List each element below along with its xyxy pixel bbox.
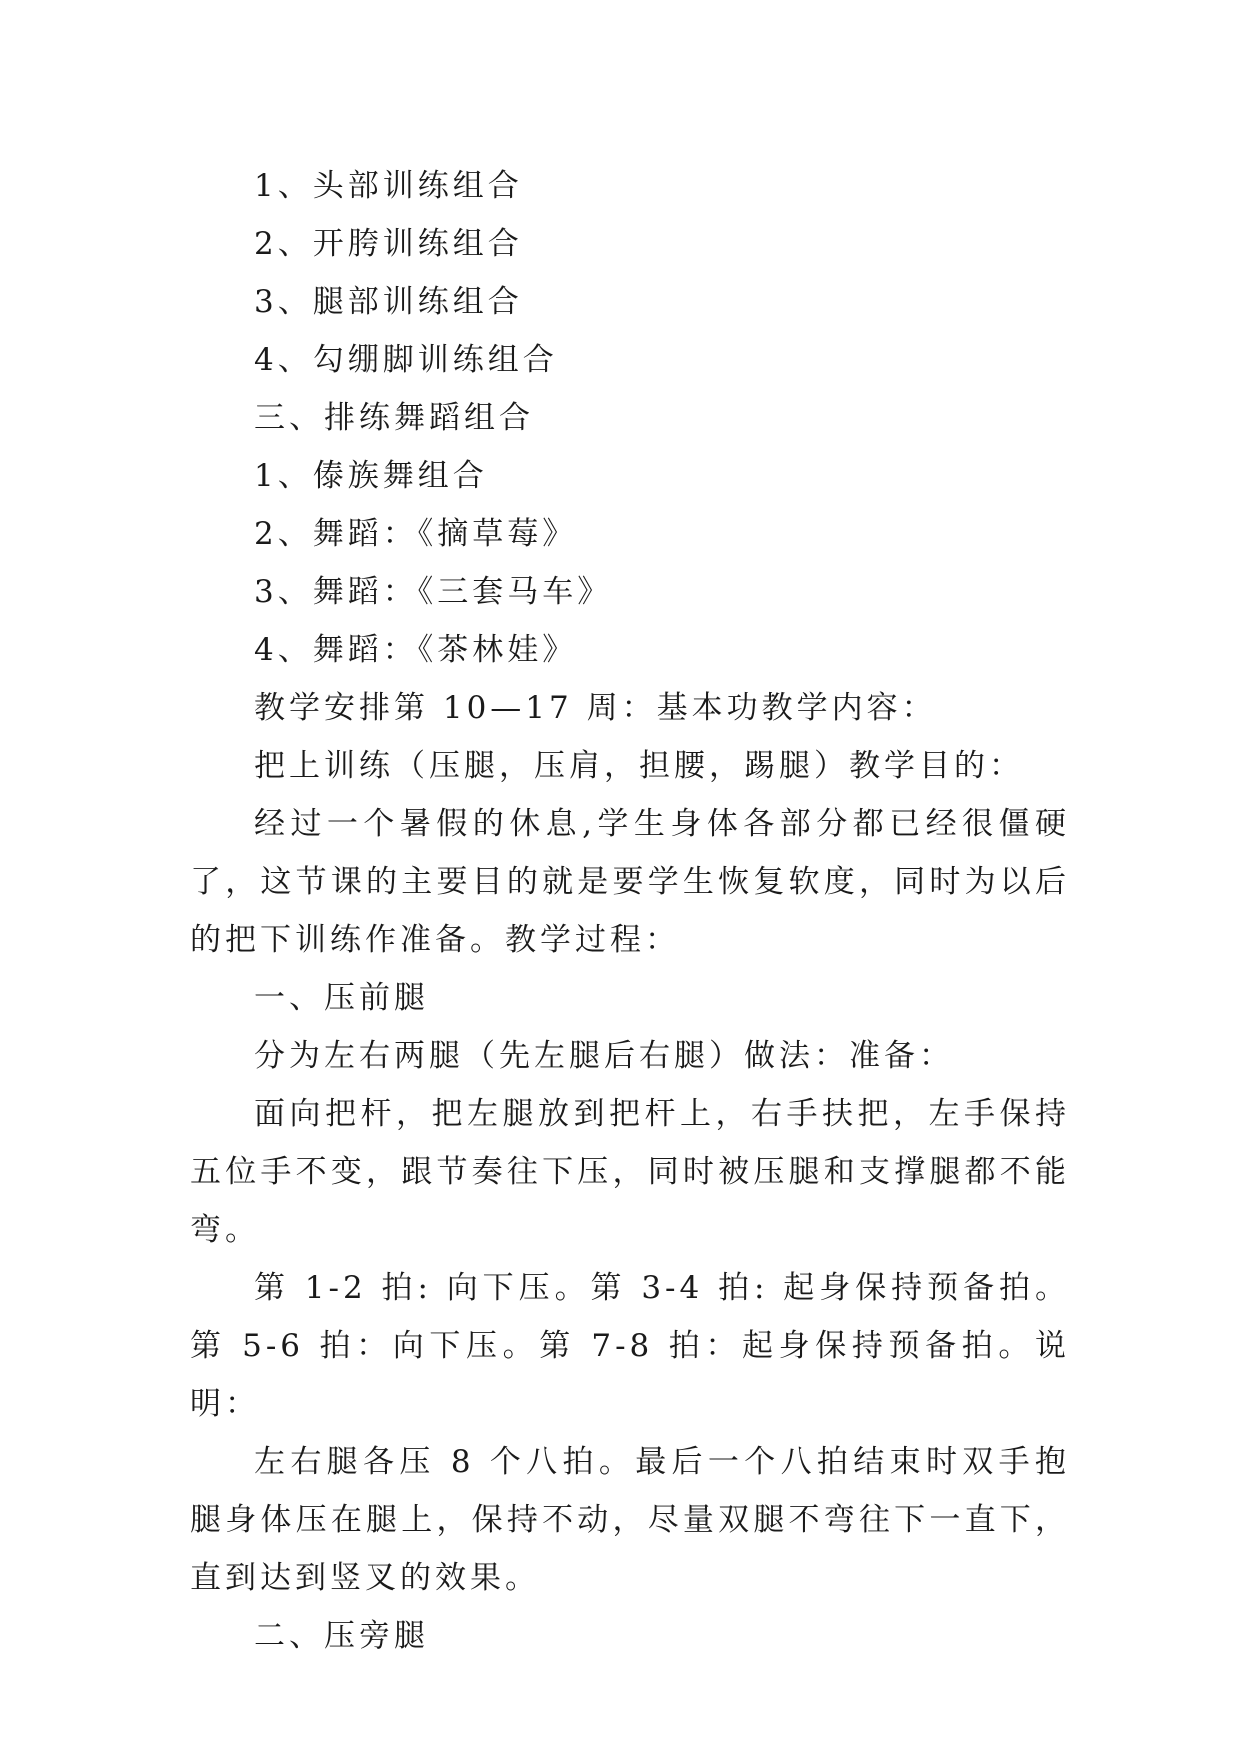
section-heading-dance-rehearsal: 三、排练舞蹈组合 xyxy=(254,400,534,436)
list-item-dance-tea: 4、舞蹈：《茶林娃》 xyxy=(254,632,578,668)
paragraph-method: 分为左右两腿（先左腿后右腿）做法：准备： xyxy=(254,1038,954,1074)
barre-training-objective: 把上训练（压腿，压肩，担腰，踢腿）教学目的： xyxy=(254,748,1024,784)
list-item-head-training: 1、头部训练组合 xyxy=(254,168,523,204)
list-item-dai-dance: 1、傣族舞组合 xyxy=(254,458,488,494)
paragraph-counts: 第 1-2 拍: 向下压。第 3-4 拍: 起身保持预备拍。第 5-6 拍：向下压。第 7-8 拍：起身保持预备拍。说明： xyxy=(190,1270,1070,1422)
list-item-leg-training: 3、腿部训练组合 xyxy=(254,284,523,320)
list-item-hip-training: 2、开胯训练组合 xyxy=(254,226,523,262)
section-heading-side-leg: 二、压旁腿 xyxy=(254,1618,429,1654)
document-body xyxy=(190,157,1070,1665)
list-item-dance-troika: 3、舞蹈：《三套马车》 xyxy=(254,574,613,610)
teaching-schedule: 教学安排第 10—17 周：基本功教学内容： xyxy=(254,690,937,726)
paragraph-explanation: 左右腿各压 8 个八拍。最后一个八拍结束时双手抱腿身体压在腿上，保持不动，尽量双腿不弯往下一直下，直到达到竖叉的效果。 xyxy=(190,1444,1070,1596)
section-heading-front-leg: 一、压前腿 xyxy=(254,980,429,1016)
paragraph-purpose: 经过一个暑假的休息,学生身体各部分都已经很僵硬了，这节课的主要目的就是要学生恢复软度，同时为以后的把下训练作准备。教学过程： xyxy=(190,806,1070,958)
list-item-foot-training: 4、勾绷脚训练组合 xyxy=(254,342,558,378)
list-item-dance-strawberry: 2、舞蹈：《摘草莓》 xyxy=(254,516,578,552)
paragraph-barre-position: 面向把杆，把左腿放到把杆上，右手扶把，左手保持五位手不变，跟节奏往下压，同时被压腿和支撑腿都不能弯。 xyxy=(190,1096,1070,1248)
